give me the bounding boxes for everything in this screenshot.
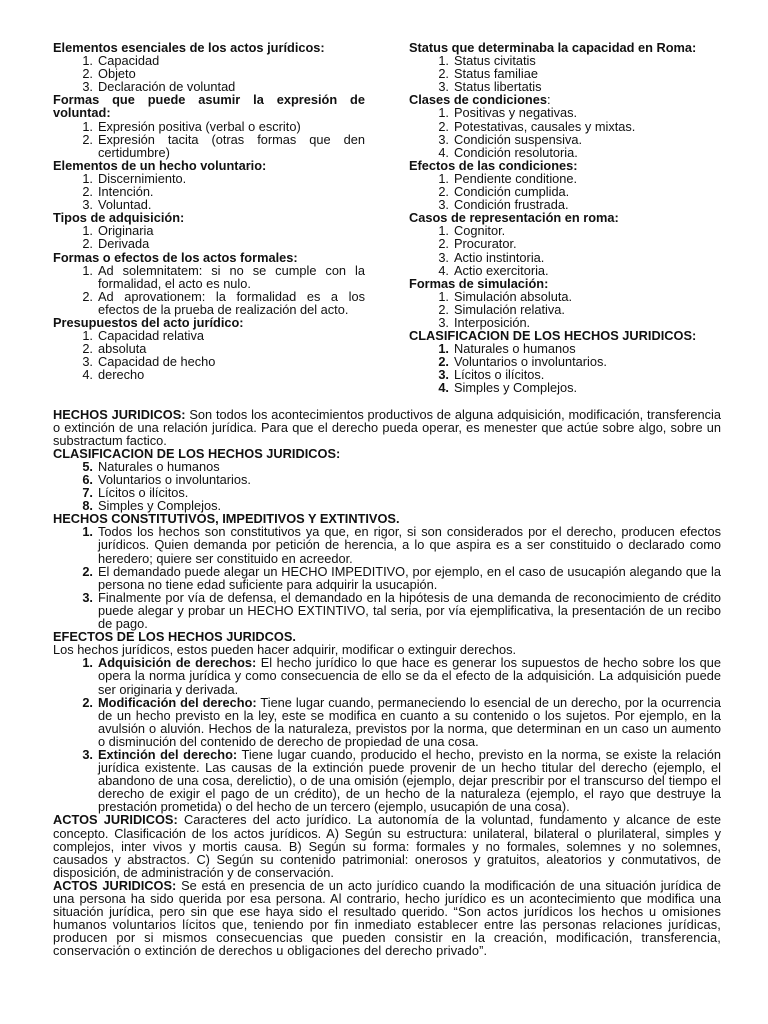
list-item-text: Discernimiento. [98, 170, 187, 186]
list-number: 2. [438, 66, 449, 82]
list-item-text: Expresión positiva (verbal o escrito) [98, 118, 301, 134]
list-number: 2. [438, 236, 449, 252]
list-item-text: Actio exercitoria. [454, 262, 549, 278]
list-number: 1. [438, 105, 449, 121]
list-item [53, 290, 365, 316]
section-heading: Status que determinaba la capacidad en Roma: [409, 40, 697, 55]
list-number: 1. [438, 223, 449, 239]
section-heading: Elementos de un hecho voluntario: [53, 157, 267, 173]
list-item-text: Simulación relativa. [454, 301, 565, 317]
list-number: 2. [82, 66, 93, 82]
list-number: 3. [82, 354, 93, 370]
list-number: 3. [438, 197, 449, 213]
section-list [53, 54, 365, 93]
list-number: 2. [82, 288, 93, 304]
list-item-text: Originaria [98, 223, 154, 239]
list-item-text: El hecho jurídico lo que hace es generar los supuestos de hecho sobre los que opera la norma jurídica y como consecuencia de ello se da el efecto de la adquisición. La adquisición puede ser originaria y derivada. [98, 655, 721, 697]
list-number: 5. [82, 458, 93, 474]
hechos-juridicos-label: HECHOS JURIDICOS: [53, 406, 186, 422]
efectos-list [53, 656, 721, 813]
list-number: 3. [438, 131, 449, 147]
list-number: 1. [438, 53, 449, 69]
list-item-text: Condición frustrada. [454, 197, 569, 213]
section-heading: Formas que puede asumir la expresión de voluntad: [53, 92, 365, 121]
list-number: 2. [438, 301, 449, 317]
list-number: 2. [438, 354, 449, 370]
actos-juridicos-paragraph-2 [53, 879, 721, 958]
list-item [53, 525, 721, 564]
list-number: 4. [82, 367, 93, 383]
list-item-text: Actio instintoria. [454, 249, 545, 265]
list-item-text: Cognitor. [454, 223, 506, 239]
section-list [409, 224, 721, 276]
list-number: 3. [438, 314, 449, 330]
list-number: 1. [82, 524, 93, 540]
list-item-text: Capacidad de hecho [98, 354, 216, 370]
list-item-text: Simples y Complejos. [98, 498, 222, 514]
section-heading: Tipos de adquisición: [53, 210, 185, 226]
list-item [409, 316, 721, 329]
list-item-text: Tiene lugar cuando, producido el hecho, previsto en la norma, se existe la relación jurídica existente. Las causas de la extinción puede provenir de un hecho titular del derecho (ejemplo, el abandono de una cosa, derelictio), o de una omisión (ejemplo, dejar prescribir por el transcurso del tiempo el derecho de exigir el pago de un crédito), de un hecho de la naturaleza (ejemplo, el rayo que destruye la prestación prometida) o del hecho de un tercero (ejemplo, usucapión de una cosa). [98, 746, 721, 815]
list-number: 4. [438, 262, 449, 278]
list-item-text: Status familiae [454, 66, 538, 82]
list-item [53, 237, 365, 250]
document-page [53, 41, 721, 957]
list-item-text: absoluta [98, 341, 147, 357]
list-item-label: Extinción del derecho: [98, 746, 238, 762]
list-number: 4. [438, 380, 449, 396]
list-number: 3. [82, 746, 93, 762]
list-item-text: Simulación absoluta. [454, 288, 573, 304]
list-number: 2. [82, 563, 93, 579]
actos-juridicos-label: ACTOS JURIDICOS: [53, 877, 177, 893]
list-number: 1. [82, 655, 93, 671]
list-item-text: Intención. [98, 184, 154, 200]
actos-juridicos-paragraph-1 [53, 813, 721, 878]
list-item-label: Adquisición de derechos: [98, 655, 257, 671]
section-list [53, 224, 365, 250]
section-heading: Clases de condiciones: [409, 92, 551, 108]
section-heading: Presupuestos del acto jurídico: [53, 314, 244, 330]
list-item-text: Condición cumplida. [454, 184, 570, 200]
list-item-text: Naturales o humanos [98, 458, 220, 474]
section-list [409, 54, 721, 93]
actos-juridicos-label: ACTOS JURIDICOS: [53, 812, 178, 828]
efectos-heading: EFECTOS DE LOS HECHOS JURIDCOS. [53, 629, 296, 645]
list-number: 2. [82, 341, 93, 357]
list-item-text: Positivas y negativas. [454, 105, 578, 121]
list-item-text: Ad aprovationem: la formalidad es a los efectos de la prueba de realización del acto. [98, 288, 365, 317]
section-list [409, 106, 721, 158]
left-column [53, 41, 365, 395]
list-item-text: Condición resolutoria. [454, 144, 578, 160]
list-item-text: Derivada [98, 236, 150, 252]
list-item-text: Lícitos o ilícitos. [98, 485, 189, 501]
list-item [53, 198, 365, 211]
constitutivos-heading: HECHOS CONSTITUTIVOS, IMPEDITIVOS Y EXTINTIVOS. [53, 511, 400, 527]
actos-juridicos-text: Se está en presencia de un acto jurídico cuando la modificación de una situación jurídica de una persona ha sido querida por esa persona. Al contrario, hecho jurídico es un acontecimiento que modifica una situación jurídica, pero sin que ese haya sido el resultado querido. [53, 877, 721, 920]
section-heading: Elementos esenciales de los actos jurídicos: [53, 40, 325, 55]
list-item [409, 264, 721, 277]
section-list [409, 342, 721, 394]
section-heading: Formas de simulación: [409, 275, 549, 291]
list-item-text: Naturales o humanos [454, 341, 576, 357]
clasificacion-list [53, 460, 721, 512]
two-column-summary [53, 41, 721, 395]
list-number: 1. [82, 328, 93, 344]
list-item-text: derecho [98, 367, 145, 383]
list-item-text: Capacidad relativa [98, 328, 204, 344]
list-number: 1. [82, 53, 93, 69]
list-item-text: El demandado puede alegar un HECHO IMPEDITIVO, por ejemplo, en el caso de usucapión alegando que la persona no tiene edad suficiente para adquirir la usucapión. [98, 563, 721, 592]
list-number: 4. [438, 144, 449, 160]
list-item-text: Voluntarios o involuntarios. [98, 472, 251, 487]
list-number: 3. [82, 79, 93, 95]
list-number: 1. [438, 288, 449, 304]
list-item-text: Voluntad. [98, 197, 152, 213]
hechos-juridicos-paragraph [53, 408, 721, 447]
list-item-text: Status libertatis [454, 79, 542, 95]
list-number: 2. [82, 694, 93, 710]
list-item [53, 499, 721, 512]
list-item [409, 381, 721, 394]
list-item-text: Finalmente por vía de defensa, el demandado en la hipótesis de una demanda de reconocimiento de crédito puede alegar y probar un HECHO EXTINTIVO, tal seria, por vía ejemplificativa, la presentación de un recibo de pago. [98, 589, 721, 632]
section-heading: Efectos de las condiciones: [409, 157, 578, 173]
section-list [53, 172, 365, 211]
list-number: 7. [82, 485, 93, 501]
section-list [53, 329, 365, 381]
list-item-label: Modificación del derecho: [98, 694, 257, 710]
list-number: 2. [82, 131, 93, 147]
right-column [409, 41, 721, 395]
clasificacion-heading: CLASIFICACION DE LOS HECHOS JURIDICOS: [53, 445, 341, 461]
list-number: 1. [438, 170, 449, 186]
list-number: 1. [438, 341, 449, 357]
list-number: 6. [82, 472, 93, 487]
list-item [53, 591, 721, 630]
list-item-text: Potestativas, causales y mixtas. [454, 118, 636, 134]
actos-juridicos-quote: “Son actos jurídicos los hechos u omisiones humanos voluntarios lícitos que, teniendo por fin inmediato establecer entre las personas relaciones jurídicas, producen por si mismos consecuencias que pueden consistir en la creación, modificación, transferencia, conservación o extinción de derechos u obligaciones del derecho privado”. [53, 904, 721, 959]
hechos-juridicos-text: Son todos los acontecimientos productivos de alguna adquisición, modificación, transferencia o extinción de una relación jurídica. Para que el derecho pueda operar, es menester que actúe sobre algo, sobre un substractum factico. [53, 406, 722, 448]
list-item [53, 565, 721, 591]
section-heading: CLASIFICACION DE LOS HECHOS JURIDICOS: [409, 328, 697, 344]
section-list [409, 172, 721, 211]
list-item-text: Objeto [98, 66, 136, 82]
list-item [53, 133, 365, 159]
heading-suffix: : [546, 92, 551, 108]
list-item-text: Simples y Complejos. [454, 380, 578, 396]
constitutivos-list [53, 525, 721, 630]
list-number: 3. [438, 249, 449, 265]
list-item-text: Procurator. [454, 236, 517, 252]
list-item [53, 748, 721, 813]
list-item [53, 696, 721, 748]
list-number: 3. [82, 197, 93, 213]
list-number: 3. [82, 589, 93, 605]
list-item-text: Tiene lugar cuando, permaneciendo lo esencial de un derecho, por la ocurrencia de un hecho previsto en la ley, este se modifica en cuanto a su contenido o los sujetos. Por ejemplo, en la avulsión o aluvión. Hechos de la naturaleza, previstos por la norma, que determinan en un caso un aumento o disminución del contenido de derecho de propiedad de una cosa. [98, 694, 721, 749]
list-item [409, 80, 721, 93]
section-list [409, 290, 721, 329]
section-heading: Formas o efectos de los actos formales: [53, 249, 298, 265]
list-number: 1. [82, 223, 93, 239]
list-item [409, 146, 721, 159]
list-item-text: Expresión tacita (otras formas que den certidumbre) [98, 131, 365, 160]
list-item-text: Lícitos o ilícitos. [454, 367, 545, 383]
list-item-text: Pendiente conditione. [454, 170, 578, 186]
list-number: 3. [438, 79, 449, 95]
list-item-text: Interposición. [454, 314, 531, 330]
list-number: 8. [82, 498, 93, 514]
list-item [53, 80, 365, 93]
list-item [53, 656, 721, 695]
list-item-text: Ad solemnitatem: si no se cumple con la formalidad, el acto es nulo. [98, 262, 365, 291]
list-number: 3. [438, 367, 449, 383]
list-number: 1. [82, 118, 93, 134]
list-item-text: Condición suspensiva. [454, 131, 583, 147]
list-item-text: Todos los hechos son constitutivos ya que, en rigor, si son considerados por el derecho, producen efectos jurídicos. Quien demanda por petición de herencia, a lo que aspira es a ser constituido o declarado como heredero; quiere ser constituido en acreedor. [98, 524, 721, 566]
list-item [409, 198, 721, 211]
section-heading: Casos de representación en roma: [409, 210, 619, 226]
list-item-text: Capacidad [98, 53, 160, 69]
section-list [53, 264, 365, 316]
list-number: 1. [82, 170, 93, 186]
list-item-text: Voluntarios o involuntarios. [454, 354, 607, 370]
list-number: 2. [82, 184, 93, 200]
efectos-intro: Los hechos jurídicos, estos pueden hacer adquirir, modificar o extinguir derechos. [53, 642, 517, 658]
list-number: 1. [82, 262, 93, 278]
list-item-text: Status civitatis [454, 53, 536, 69]
list-item [53, 264, 365, 290]
list-item-text: Declaración de voluntad [98, 79, 236, 95]
actos-juridicos-text: Caracteres del acto jurídico. La autonomía de la voluntad, fundamento y alcance de este concepto. Clasificación de los actos jurídicos. A) Según su estructura: unilateral, bilateral o plurilateral, simples y complejos, inter vivos y mortis causa. B) Según su forma: formales y no formales, solemnes y no solemnes, causados y abstractos. C) Según su contenido patrimonial: onerosos y gratuitos, aleatorios y conmutativos, de disposición, de administración y de conservación. [53, 812, 721, 880]
list-number: 2. [438, 118, 449, 134]
list-number: 2. [438, 184, 449, 200]
list-item [53, 368, 365, 381]
section-list [53, 120, 365, 159]
list-number: 2. [82, 236, 93, 252]
